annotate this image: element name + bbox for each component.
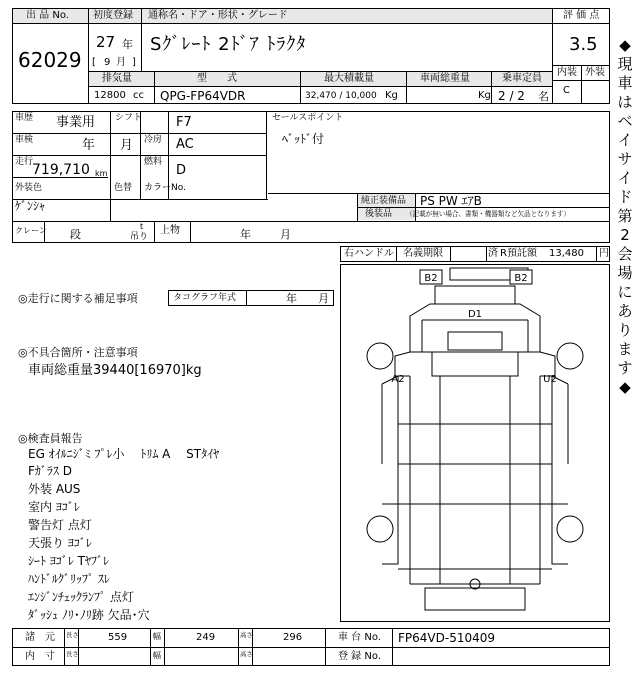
side-notice: ◆ 現 車 は ベ イ サ イ ド 第 2 会 場 に あ り ま す ◆ (617, 36, 633, 396)
recycle-amount: 13,480 (549, 248, 584, 259)
passengers-value: 2 / 2 (498, 89, 525, 103)
spec-label-bg (89, 72, 552, 86)
displacement-value: 12800 (94, 90, 126, 101)
mark-b2-left: B2 (424, 273, 438, 284)
capacity-label: 最大積載量 (324, 73, 374, 84)
tachograph-month-unit: 月 (318, 292, 329, 305)
passengers-unit: 名 (538, 90, 549, 103)
inspector-line: EG ｵｲﾙﾆｼﾞﾐ ﾌﾟﾚ小 ﾄﾘﾑ A STﾀｲﾔ (28, 447, 220, 461)
passengers-label: 乗車定員 (502, 73, 542, 84)
recycle-label: R預託額 (500, 248, 537, 259)
name-change-label: 名義期限 (403, 248, 443, 259)
reg-no-label: 登 録 No. (338, 651, 381, 662)
score-value: 3.5 (569, 34, 598, 55)
inner-dims-label: 内 寸 (25, 651, 55, 662)
color-no-label: カラーNo. (144, 183, 186, 193)
length-label: 長さ (66, 631, 79, 639)
inspector-line: Fｶﾞﾗｽ D (28, 464, 72, 478)
capacity-unit: Kg (385, 90, 398, 101)
gross-weight-unit: Kg (478, 90, 491, 101)
defect-text: 車両総重量39440[16970]kg (28, 363, 202, 378)
model-value: QPG-FP64VDR (160, 89, 246, 103)
inspection-year-unit: 年 (82, 138, 96, 153)
inspector-line: 室内 ﾖｺﾞﾚ (28, 500, 80, 514)
crane-label: クレーン (15, 226, 47, 235)
sales-point-value: ﾍﾞｯﾄﾞ付 (282, 132, 325, 146)
fuel-value: D (176, 163, 187, 178)
name-grade-label: 通称名・ドア・形状・グレード (148, 10, 288, 21)
width-value: 249 (196, 632, 216, 643)
height-label: 高さ (240, 631, 253, 639)
length-value: 559 (108, 632, 128, 643)
displacement-label: 排気量 (102, 73, 132, 84)
truck-diagram (340, 264, 610, 622)
aircon-value: AC (176, 137, 194, 152)
hoist-month-unit: 月 (280, 228, 291, 241)
inspector-line: ｼｰﾄ ﾖｺﾞﾚ Tﾔﾌﾞﾚ (28, 554, 109, 568)
color-label: 外装色 (15, 183, 43, 193)
tachograph-label: タコグラフ年式 (173, 293, 237, 303)
inspector-line: ｴﾝｼﾞﾝﾁｪｯｸﾗﾝﾌﾟ 点灯 (28, 590, 134, 604)
lot-number: 62029 (18, 48, 82, 72)
tachograph-year-unit: 年 (286, 292, 297, 305)
first-reg-month: 9 (104, 57, 111, 68)
dims-label: 諸 元 (25, 632, 55, 643)
model-label: 型 式 (197, 73, 237, 84)
inspector-line: ﾊﾝﾄﾞﾙｸﾞﾘｯﾌﾟ ｽﾚ (28, 572, 110, 586)
interior-label: 内装 (557, 67, 577, 78)
options-label: 純正装備品 (361, 196, 407, 206)
first-reg-label: 初度登録 (93, 10, 133, 21)
mark-d1: D1 (467, 309, 483, 320)
crane-ton-unit: t (140, 222, 144, 231)
crane-lift-label: 吊り (130, 232, 149, 242)
mark-a2: A2 (391, 374, 405, 385)
defect-label: ◎不具合箇所・注意事項 (18, 346, 138, 359)
right-handle-label: 右ハンドル (344, 248, 394, 259)
height-value: 296 (283, 632, 303, 643)
chassis-label: 車 台 No. (338, 632, 381, 643)
aftermarket-note: （記載が無い場合、書類・機器類など欠品となります） (406, 210, 570, 218)
capacity-value: 32,470 / 10,000 (305, 91, 377, 101)
inspector-line: 外装 AUS (28, 482, 81, 496)
hoist-year-unit: 年 (240, 228, 251, 241)
inspector-label: ◎検査員報告 (18, 432, 83, 445)
color-change-label: 色替 (114, 183, 133, 193)
mark-b2-right: B2 (514, 273, 528, 284)
inspection-label: 車検 (15, 135, 34, 145)
interior-score: C (563, 85, 570, 96)
exterior-label: 外装 (585, 67, 605, 78)
mileage-value: 719,710 (32, 162, 90, 178)
fuel-label: 燃料 (144, 157, 163, 167)
inner-length-label: 長さ (66, 650, 79, 658)
aircon-label: 冷房 (144, 135, 163, 145)
displacement-unit: cc (133, 90, 144, 101)
inspector-line: 警告灯 点灯 (28, 518, 92, 532)
inspector-line: 天張り ﾖｺﾞﾚ (28, 536, 92, 550)
lot-no-label: 出 品 No. (26, 10, 69, 21)
history-value: 事業用 (56, 115, 96, 130)
score-label: 評 価 点 (563, 10, 600, 21)
recycle-flag: 済 (488, 248, 498, 259)
inner-width-label: 幅 (153, 651, 161, 660)
driving-notes-label: ◎走行に関する補足事項 (18, 292, 138, 305)
inspection-month-unit: 月 (120, 138, 134, 153)
shift-value: F7 (176, 115, 192, 130)
hoist-label: 上物 (160, 225, 180, 236)
mileage-label: 走行 (15, 157, 34, 167)
chassis-value: FP64VD-510409 (398, 631, 495, 645)
history-label: 車歴 (15, 113, 34, 123)
crane-stage-unit: 段 (70, 228, 81, 241)
mark-u2: U2 (543, 374, 557, 385)
width-label: 幅 (153, 632, 161, 641)
mileage-unit: km (95, 169, 108, 178)
first-reg-year-unit: 年 (122, 38, 133, 51)
gross-weight-label: 車両総重量 (420, 73, 470, 84)
shift-label: シフト (115, 113, 143, 123)
grade-text: Sｸﾞﾚｰﾄ 2ﾄﾞｱ ﾄﾗｸﾀ (150, 34, 307, 55)
first-reg-year: 27 (96, 33, 116, 51)
bracket-close: ] (132, 57, 136, 68)
bracket-open: [ (92, 57, 96, 68)
inner-height-label: 高さ (240, 650, 253, 658)
options-value: PS PW ｴｱB (420, 194, 482, 208)
inspector-line: ﾀﾞｯｼｭ ﾉﾘ･ﾉﾘ跡 欠品･穴 (28, 608, 150, 622)
sales-point-label: セールスポイント (272, 113, 344, 123)
first-reg-month-unit: 月 (116, 57, 126, 68)
aftermarket-label: 後装品 (365, 209, 393, 219)
color-value: ｹﾞﾝｼｬ (15, 199, 46, 213)
recycle-unit: 円 (599, 248, 609, 259)
